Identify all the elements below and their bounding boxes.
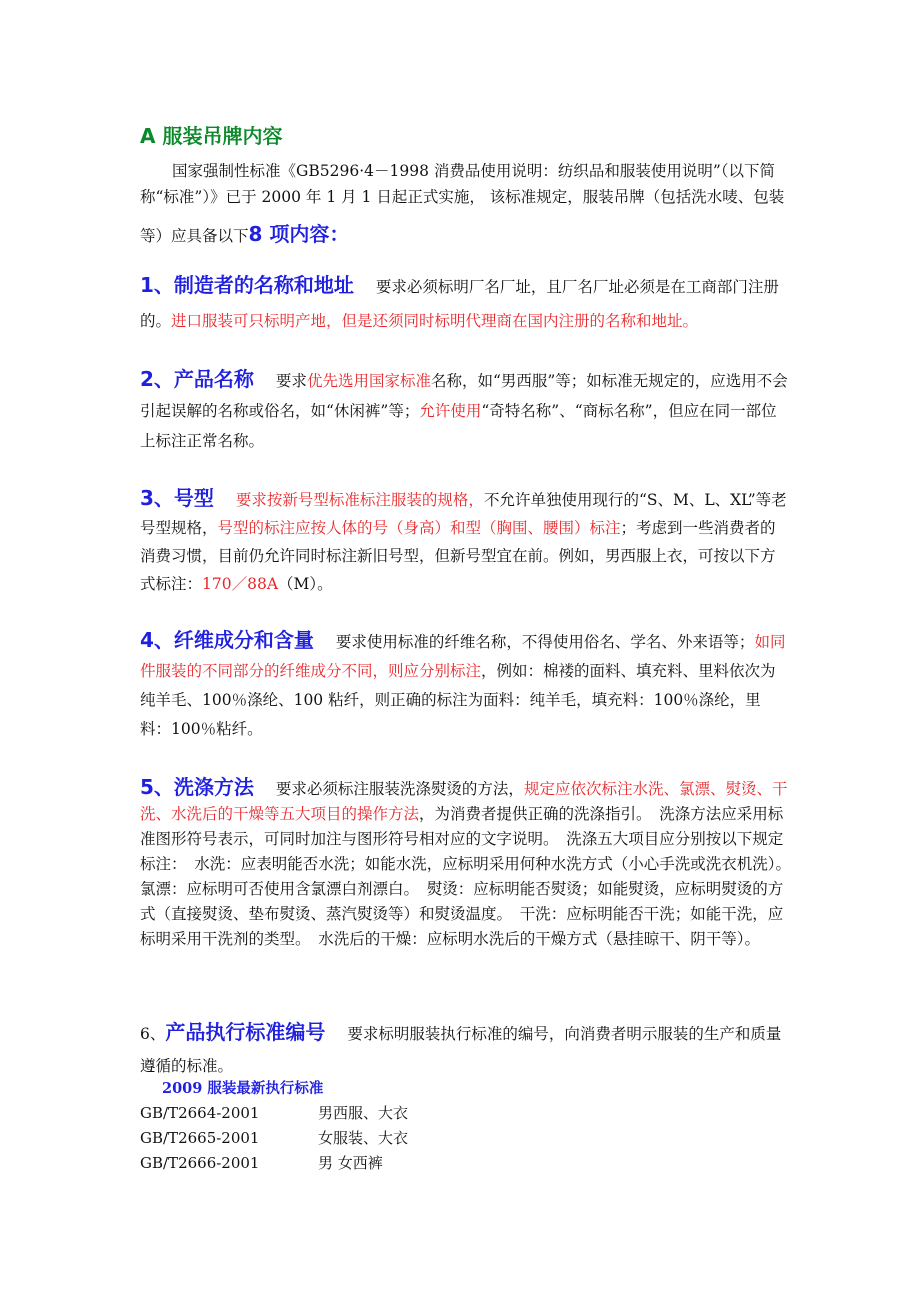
section-3-text1: 不允许单独使用现行的“S、M、L、XL”等老号型规格， — [140, 491, 787, 537]
section-1 — [140, 268, 790, 338]
section-6 — [140, 1016, 790, 1082]
section-5-text1: 要求必须标注服装洗涤熨烫的方法， — [275, 780, 524, 798]
section-3-text3: （M）。 — [278, 575, 333, 593]
section-5-text2: ，为消费者提供正确的洗涤指引。 洗涤方法应采用标准图形符号表示，可同时加注与图形符号相对应的文字说明。 洗涤五大项目应分别按以下规定标注： 水洗：应表明能否水洗；如能水洗，应标明采用何种水洗方式（小心手洗或洗衣机洗）。 氯漂：应标明可否使用含氯漂白剂漂白。 熨烫：应标明能否熨烫；如能熨烫，应标明熨烫的方式（直接熨烫、垫布熨烫、蒸汽熨烫等）和熨烫温度。 干洗：应标明能否干洗；如能干洗，应标明采用干洗剂的类型。 水洗后的干燥：应标明水洗后的干燥方式（悬挂晾干、阴干等）。 — [140, 805, 799, 948]
section-3-heading: 3、号型 — [140, 486, 214, 510]
section-6-heading: 产品执行标准编号 — [165, 1020, 326, 1044]
standard-row — [140, 1152, 383, 1173]
standard-code: GB/T2665-2001 — [140, 1129, 260, 1147]
page-title: A 服装吊牌内容 — [140, 124, 283, 148]
section-3-red2: 号型的标注应按人体的号（身高）和型（胸围、腰围）标注 — [217, 519, 621, 537]
section-2-text1: 要求 — [275, 372, 307, 390]
section-4-heading: 4、纤维成分和含量 — [140, 628, 314, 652]
standard-item: 男 女西裤 — [318, 1154, 383, 1172]
intro-line2-prefix: 等）应具备以下 — [140, 227, 249, 245]
intro-line1: 国家强制性标准《GB5296·4－1998 消费品使用说明：纺织品和服装使用说明”（以下简称“标准”）》已于 2000 年 1 月 1 日起正式实施， 该标准规定，服装吊牌（包括洗水唛、包装 — [140, 162, 785, 206]
intro-line2 — [140, 222, 790, 248]
section-6-number: 6、 — [140, 1025, 166, 1043]
section-4-text1: 要求使用标准的纤维名称，不得使用俗名、学名、外来语等； — [335, 633, 755, 651]
section-2-heading: 2、产品名称 — [140, 367, 254, 391]
standard-row — [140, 1102, 408, 1123]
section-2 — [140, 364, 790, 456]
section-4-red1: 如同件服装的不同部分的纤维成分不同，则应分别标注 — [140, 633, 786, 680]
intro-paragraph — [140, 158, 790, 210]
standard-code: GB/T2664-2001 — [140, 1104, 260, 1122]
section-2-text2: 名称，如“男西服”等；如标准无规定的，应选用不会引起误解的名称或俗名，如“休闲裤”等； — [140, 372, 788, 420]
standard-item: 女服装、大衣 — [318, 1129, 409, 1147]
section-5-red1: 规定应依次标注水洗、氯漂、熨烫、干洗、水洗后的干燥等五大项目的操作方法 — [140, 780, 788, 823]
section-4 — [140, 626, 790, 744]
section-3-red1: 要求按新号型标准标注服装的规格， — [235, 491, 484, 509]
standards-title: 2009 服装最新执行标准 — [162, 1080, 324, 1097]
section-5-heading: 5、洗涤方法 — [140, 775, 254, 799]
section-5 — [140, 775, 799, 952]
section-3-red3: 170／88A — [202, 575, 279, 593]
standard-item: 男西服、大衣 — [318, 1104, 409, 1122]
section-3 — [140, 484, 790, 598]
section-1-red: 进口服装可只标明产地，但是还须同时标明代理商在国内注册的名称和地址。 — [171, 312, 699, 330]
section-6-text: 要求标明服装执行标准的编号，向消费者明示服装的生产和质量遵循的标准。 — [140, 1025, 782, 1075]
standard-row — [140, 1127, 408, 1148]
section-3-text2: ；考虑到一些消费者的消费习惯，目前仍允许同时标注新旧号型，但新号型宜在前。例如，男西服上衣，可按以下方式标注： — [140, 519, 776, 593]
section-1-heading: 1、制造者的名称和地址 — [140, 273, 354, 297]
section-2-text3: “奇特名称”、“商标名称”，但应在同一部位上标注正常名称。 — [140, 402, 777, 450]
intro-emphasis: 8 项内容： — [248, 222, 350, 246]
section-2-red1: 优先选用国家标准 — [306, 372, 431, 390]
section-4-text2: ，例如：棉褛的面料、填充料、里料依次为纯羊毛、100％涤纶、100 粘纤，则正确的标注为面料：纯羊毛，填充料：100％涤纶，里料：100％粘纤。 — [140, 662, 776, 738]
section-1-text: 要求必须标明厂名厂址，且厂名厂址必须是在工商部门注册的。 — [140, 278, 779, 330]
section-2-red2: 允许使用 — [419, 402, 482, 420]
standard-code: GB/T2666-2001 — [140, 1154, 260, 1172]
